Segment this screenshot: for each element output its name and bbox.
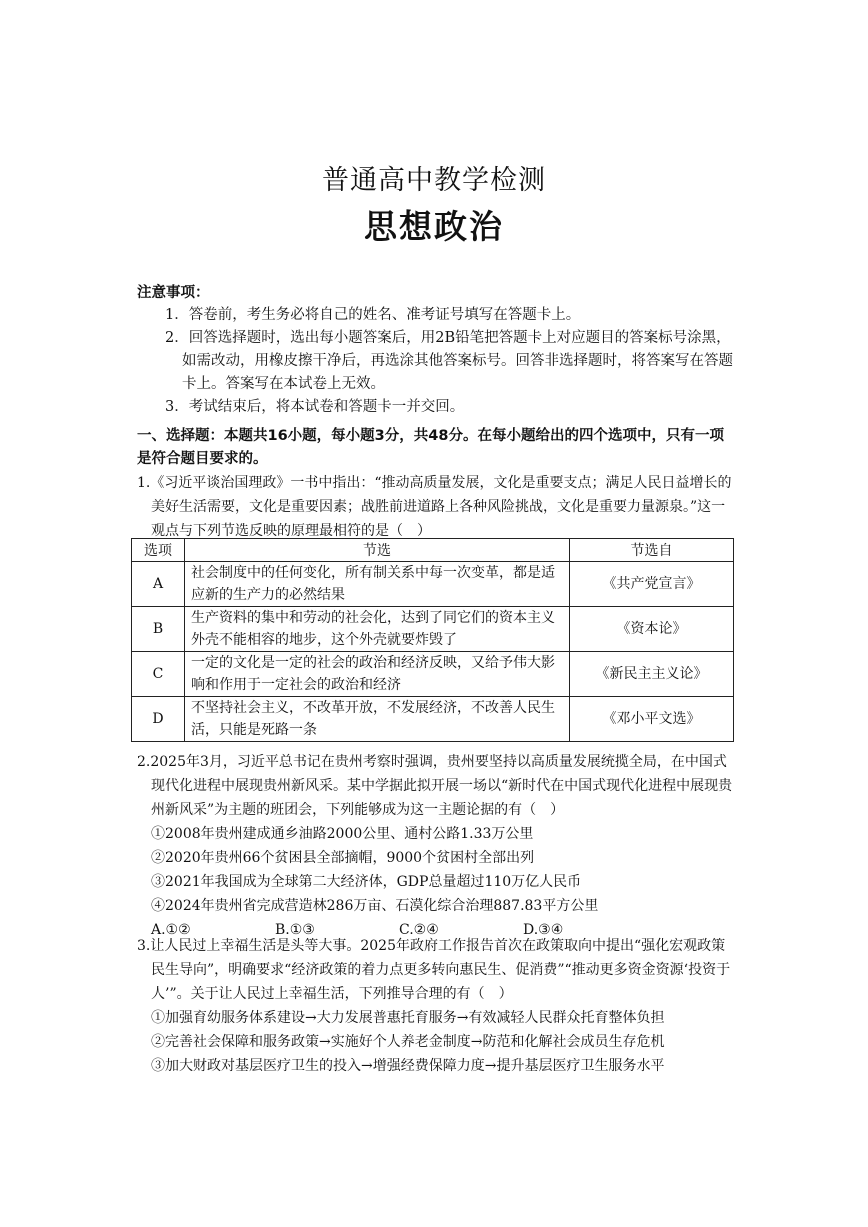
table-row	[132, 697, 734, 742]
question-2-option-4: ④2024年贵州省完成营造林286万亩、石漠化综合治理887.83平方公里	[151, 898, 599, 914]
notice-heading: 注意事项：	[137, 285, 210, 301]
question-2-option-3: ③2021年我国成为全球第二大经济体，GDP总量超过110万亿人民币	[151, 874, 582, 890]
table-row	[132, 562, 734, 607]
question-3-option-1: ①加强育幼服务体系建设→大力发展普惠托育服务→有效减轻人民群众托育整体负担	[151, 1010, 665, 1026]
question-1-stem: 1.《习近平谈治国理政》一书中指出：“推动高质量发展，文化是重要支点；满足人民日益增长的美好生活需要，文化是重要因素；战胜前进道路上各种风险挑战，文化是重要力量源泉。”这一观点与下列节选反映的原理最相符的是（ ）	[137, 475, 732, 539]
table-header-source: 节选自	[570, 539, 734, 562]
table-cell-option: B	[132, 607, 185, 652]
table-cell-excerpt: 一定的文化是一定的社会的政治和经济反映，又给予伟大影响和作用于一定社会的政治和经济	[185, 652, 570, 697]
table-cell-source: 《资本论》	[570, 607, 734, 652]
question-3-option-3: ③加大财政对基层医疗卫生的投入→增强经费保障力度→提升基层医疗卫生服务水平	[151, 1058, 665, 1074]
table-cell-source: 《新民主主义论》	[570, 652, 734, 697]
exam-title: 普通高中教学检测	[322, 165, 546, 196]
choice-b: B.①③	[275, 922, 315, 938]
table-cell-excerpt: 社会制度中的任何变化，所有制关系中每一次变革，都是适应新的生产力的必然结果	[185, 562, 570, 607]
table-cell-excerpt: 生产资料的集中和劳动的社会化，达到了同它们的资本主义外壳不能相容的地步，这个外壳就要炸毁了	[185, 607, 570, 652]
table-header-option: 选项	[132, 539, 185, 562]
question-1-table	[131, 538, 734, 742]
notice-item-1: 1．答卷前，考生务必将自己的姓名、准考证号填写在答题卡上。	[165, 307, 581, 323]
question-3	[137, 934, 737, 1078]
choice-d: D.③④	[523, 922, 564, 938]
notice-block	[137, 282, 737, 419]
notice-item-2: 2．回答选择题时，选出每小题答案后，用2B铅笔把答题卡上对应题目的答案标号涂黑，如需改动，用橡皮擦干净后，再选涂其他答案标号。回答非选择题时，将答案写在答题卡上。答案写在本试卷上无效。	[165, 330, 733, 392]
question-2	[137, 750, 737, 942]
choice-c: C.②④	[399, 922, 439, 938]
table-cell-option: C	[132, 652, 185, 697]
question-2-stem: 2.2025年3月，习近平总书记在贵州考察时强调，贵州要坚持以高质量发展统揽全局，在中国式现代化进程中展现贵州新风采。某中学据此拟开展一场以“新时代在中国式现代化进程中展现贵州新风采”为主题的班团会，下列能够成为这一主题论据的有（ ）	[137, 754, 733, 818]
table-row	[132, 652, 734, 697]
table-cell-source: 《邓小平文选》	[570, 697, 734, 742]
question-3-option-2: ②完善社会保障和服务政策→实施好个人养老金制度→防范和化解社会成员生存危机	[151, 1034, 665, 1050]
question-3-stem: 3.让人民过上幸福生活是头等大事。2025年政府工作报告首次在政策取向中提出“强化宏观政策民生导向”，明确要求“经济政策的着力点更多转向惠民生、促消费”“推动更多资金资源‘投资于人’”。关于让人民过上幸福生活，下列推导合理的有（ ）	[137, 938, 731, 1002]
question-2-option-1: ①2008年贵州建成通乡油路2000公里、通村公路1.33万公里	[151, 826, 534, 842]
subject-title: 思想政治	[364, 207, 504, 246]
table-row	[132, 607, 734, 652]
question-1	[137, 471, 737, 543]
table-cell-option: D	[132, 697, 185, 742]
table-header-row	[132, 539, 734, 562]
table-cell-excerpt: 不坚持社会主义，不改革开放，不发展经济，不改善人民生活，只能是死路一条	[185, 697, 570, 742]
choice-a: A.①②	[151, 922, 191, 938]
notice-item-3: 3．考试结束后，将本试卷和答题卡一并交回。	[165, 399, 465, 415]
section-heading: 一、选择题：本题共16小题，每小题3分，共48分。在每小题给出的四个选项中，只有一项是符合题目要求的。	[137, 428, 724, 467]
table-cell-source: 《共产党宣言》	[570, 562, 734, 607]
table-cell-option: A	[132, 562, 185, 607]
question-2-option-2: ②2020年贵州66个贫困县全部摘帽，9000个贫困村全部出列	[151, 850, 535, 866]
table-header-excerpt: 节选	[185, 539, 570, 562]
